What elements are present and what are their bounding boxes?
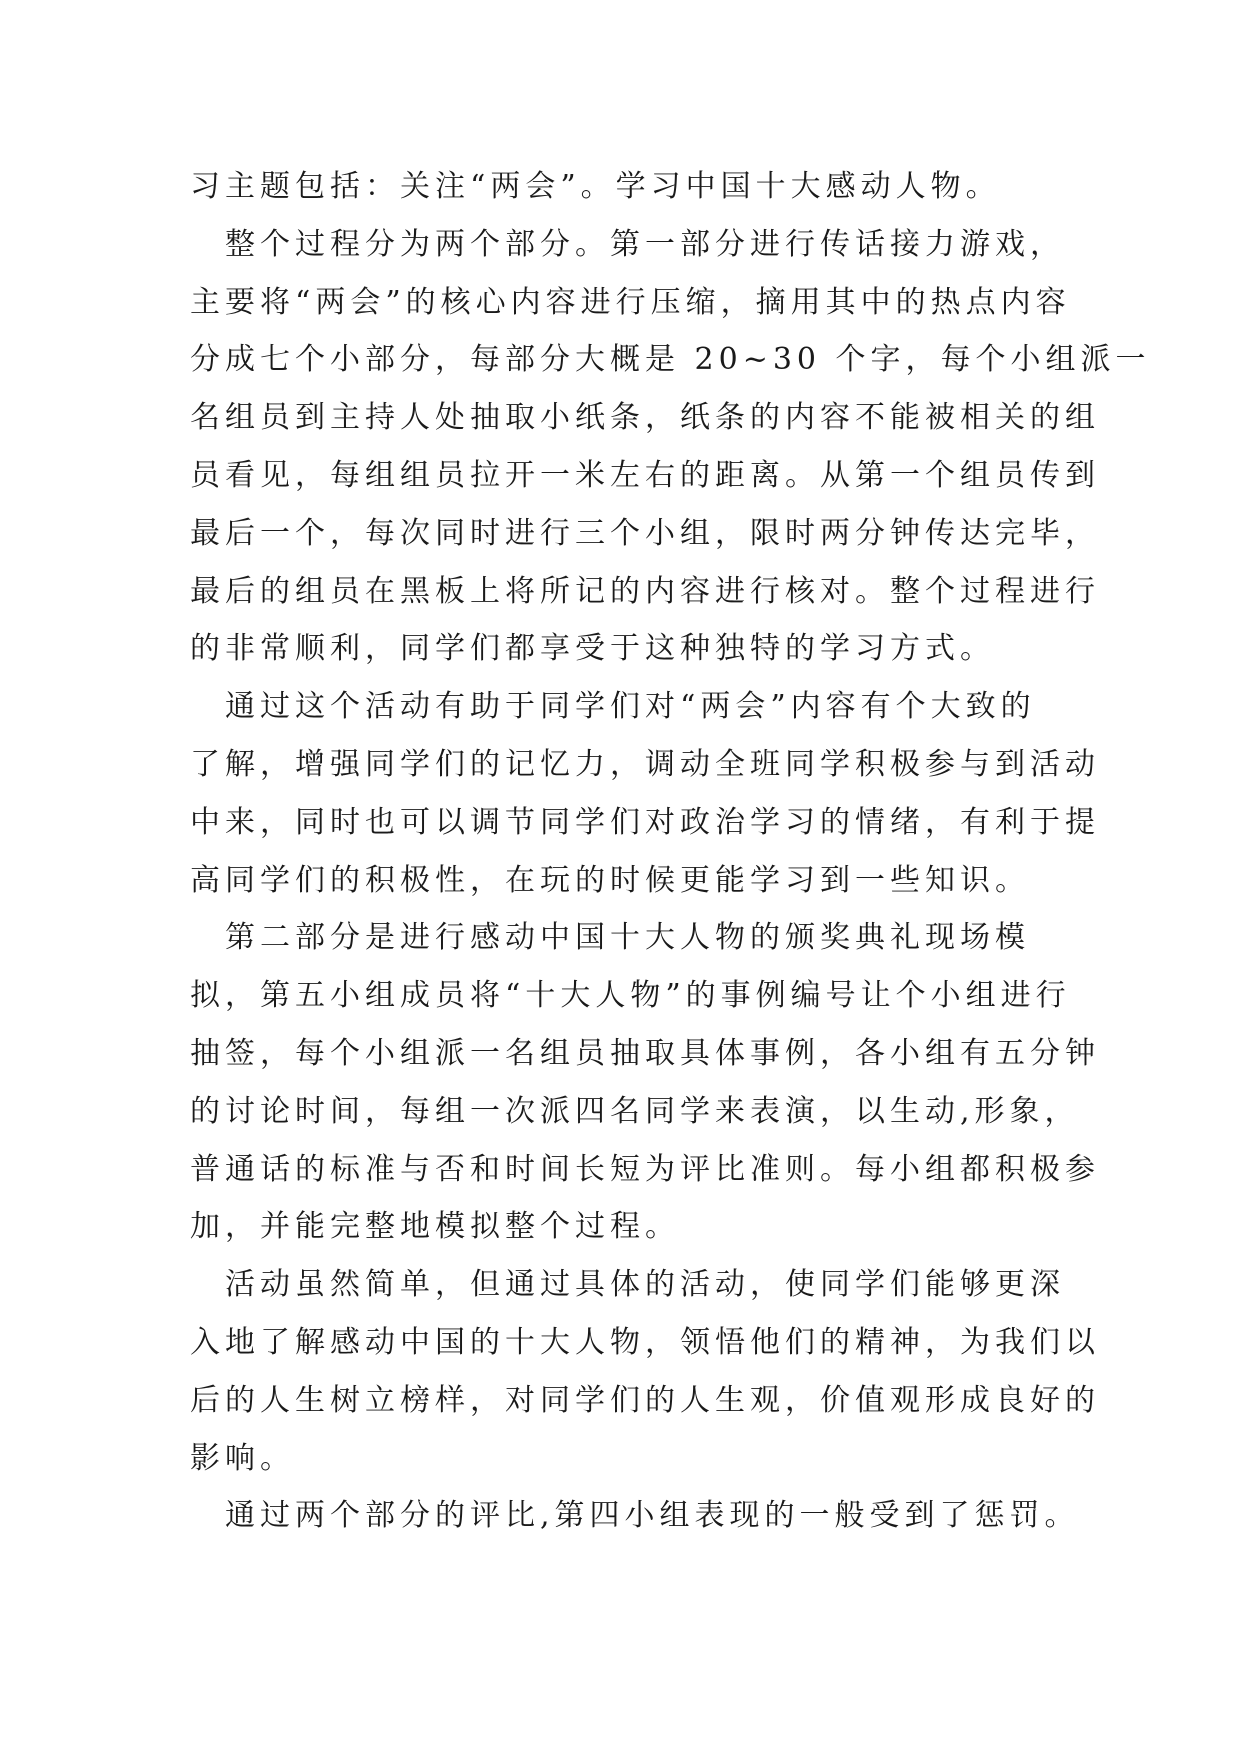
text-line: 的讨论时间，每组一次派四名同学来表演，以生动,形象， [190, 1093, 1080, 1129]
text-line: 最后一个，每次同时进行三个小组，限时两分钟传达完毕， [190, 515, 1100, 551]
text-line: 分成七个小部分，每部分大概是 20~30 个字，每个小组派一 [190, 342, 1151, 378]
text-line: 活动虽然简单，但通过具体的活动，使同学们能够更深 [190, 1267, 1065, 1303]
text-line: 习主题包括：关注“两会”。学习中国十大感动人物。 [190, 169, 1001, 204]
text-line: 中来，同时也可以调节同学们对政治学习的情绪，有利于提 [190, 804, 1100, 840]
text-line: 高同学们的积极性，在玩的时候更能学习到一些知识。 [190, 862, 1030, 898]
text-line: 第二部分是进行感动中国十大人物的颁奖典礼现场模 [190, 920, 1030, 956]
text-line: 加，并能完整地模拟整个过程。 [190, 1209, 680, 1245]
text-line: 了解，增强同学们的记忆力，调动全班同学积极参与到活动 [190, 746, 1100, 782]
text-line: 通过这个活动有助于同学们对“两会”内容有个大致的 [190, 689, 1036, 725]
text-line: 的非常顺利，同学们都享受于这种独特的学习方式。 [190, 631, 995, 667]
text-line: 后的人生树立榜样，对同学们的人生观，价值观形成良好的 [190, 1382, 1100, 1418]
text-line: 整个过程分为两个部分。第一部分进行传话接力游戏， [190, 226, 1065, 262]
text-line: 影响。 [190, 1440, 295, 1476]
text-line: 员看见，每组组员拉开一米左右的距离。从第一个组员传到 [190, 457, 1100, 493]
text-line: 通过两个部分的评比,第四小组表现的一般受到了惩罚。 [190, 1498, 1080, 1534]
text-line: 名组员到主持人处抽取小纸条，纸条的内容不能被相关的组 [190, 400, 1100, 436]
text-line: 普通话的标准与否和时间长短为评比准则。每小组都积极参 [190, 1151, 1100, 1187]
text-line: 抽签，每个小组派一名组员抽取具体事例，各小组有五分钟 [190, 1035, 1100, 1071]
text-line: 拟，第五小组成员将“十大人物”的事例编号让个小组进行 [190, 978, 1071, 1014]
text-line: 入地了解感动中国的十大人物，领悟他们的精神，为我们以 [190, 1324, 1100, 1360]
text-line: 主要将“两会”的核心内容进行压缩，摘用其中的热点内容 [190, 284, 1071, 320]
text-line: 最后的组员在黑板上将所记的内容进行核对。整个过程进行 [190, 573, 1100, 609]
body-text [190, 158, 1151, 1545]
